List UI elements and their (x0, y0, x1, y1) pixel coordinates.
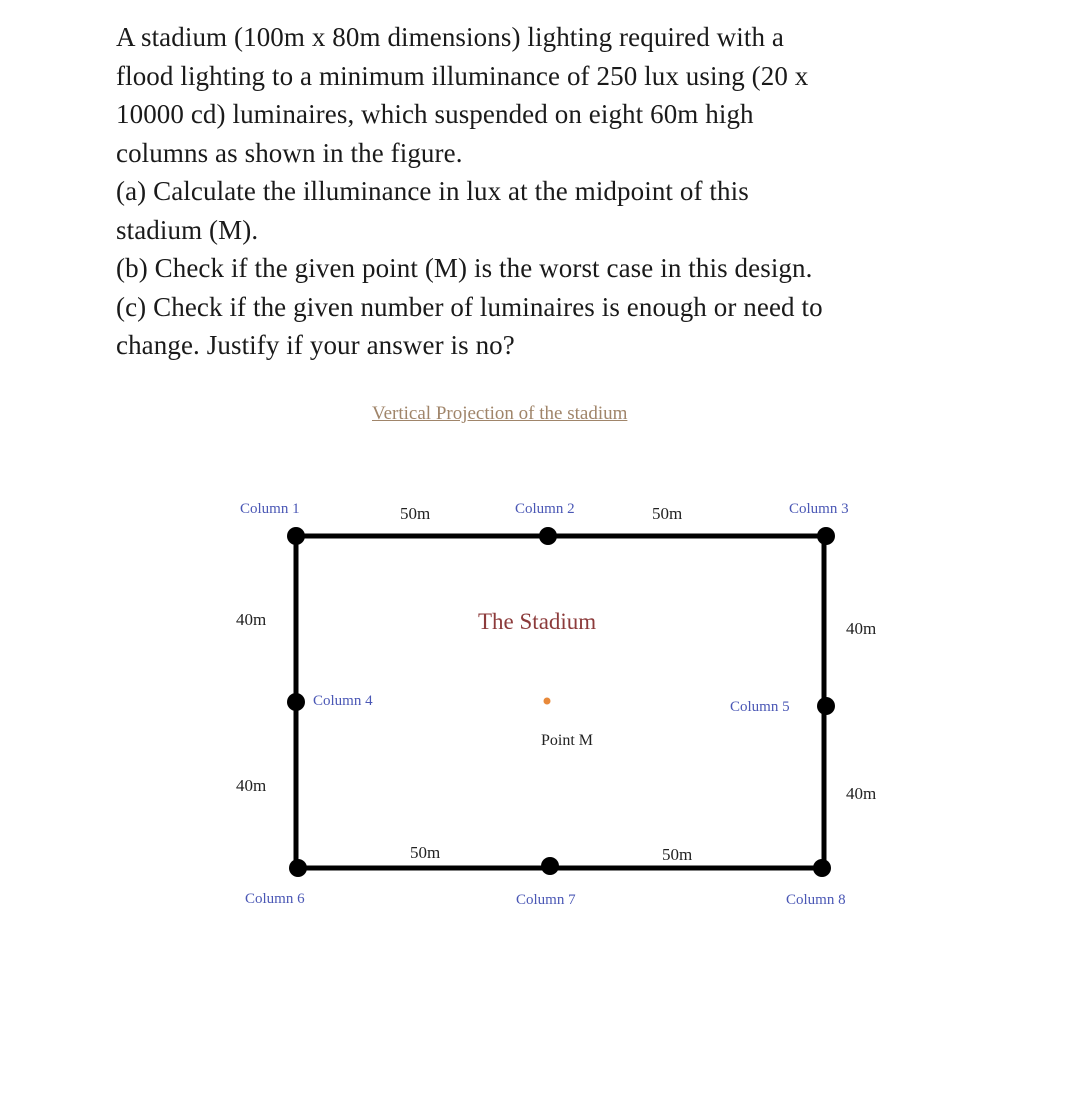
dimension-right-upper: 40m (846, 619, 877, 638)
dimension-right-lower: 40m (846, 784, 877, 803)
column-5-marker (817, 697, 835, 715)
column-8-marker (813, 859, 831, 877)
dimension-left-lower: 40m (236, 776, 267, 795)
dimension-top-right: 50m (652, 504, 683, 523)
column-2-label: Column 2 (515, 501, 575, 517)
column-7-label: Column 7 (516, 892, 576, 908)
column-6-label: Column 6 (245, 891, 305, 907)
problem-line-part-c: (c) Check if the given number of luminaires is enough or need to (116, 291, 823, 322)
figure-title: Vertical Projection of the stadium (372, 403, 628, 424)
problem-line-part-a: (a) Calculate the illuminance in lux at the midpoint of this (116, 176, 749, 206)
point-m-label: Point M (541, 732, 594, 749)
column-8-label: Column 8 (786, 892, 846, 908)
column-5-label: Column 5 (730, 699, 790, 715)
column-2-marker (539, 527, 557, 545)
stadium-label: The Stadium (478, 609, 597, 634)
problem-line: 10000 cd) luminaires, which suspended on eight 60m high (116, 99, 754, 129)
problem-line: A stadium (100m x 80m dimensions) lighting required with a (116, 22, 784, 52)
column-6-marker (289, 859, 307, 877)
column-3-label: Column 3 (789, 501, 849, 517)
column-1-marker (287, 527, 305, 545)
column-1-label: Column 1 (240, 501, 300, 517)
column-4-marker (287, 693, 305, 711)
column-7-marker (541, 857, 559, 875)
problem-line: change. Justify if your answer is no? (116, 330, 515, 360)
problem-line: flood lighting to a minimum illuminance of 250 lux using (20 x (116, 60, 809, 91)
dimension-bottom-right: 50m (662, 845, 693, 864)
column-4-label: Column 4 (313, 693, 373, 709)
problem-line: stadium (M). (116, 214, 259, 245)
problem-line: columns as shown in the figure. (116, 137, 463, 168)
point-m-marker (544, 698, 551, 705)
dimension-top-left: 50m (400, 504, 431, 523)
dimension-left-upper: 40m (236, 610, 267, 629)
column-3-marker (817, 527, 835, 545)
dimension-bottom-left: 50m (410, 843, 441, 862)
problem-line-part-b: (b) Check if the given point (M) is the worst case in this design. (116, 253, 813, 283)
